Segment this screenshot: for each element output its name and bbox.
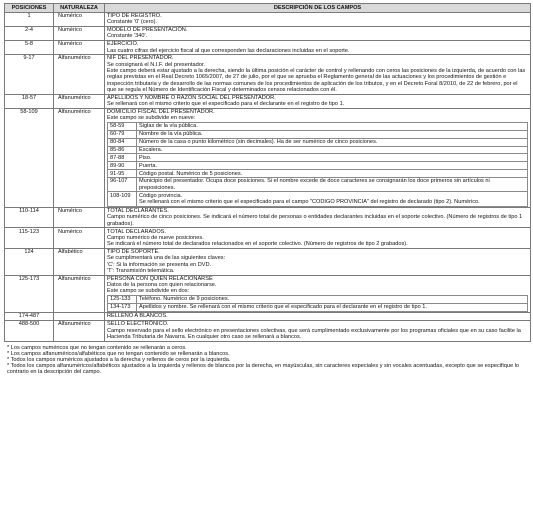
field-position: 125-173 (5, 275, 54, 313)
field-description (105, 108, 531, 207)
subfield-position: 125-133 (108, 296, 137, 304)
field-title: RELLENO A BLANCOS. (107, 313, 168, 320)
subfield-description (137, 130, 528, 138)
subfield-position: 60-79 (108, 130, 137, 138)
field-position: 174-487 (5, 313, 54, 321)
table-row (5, 313, 531, 321)
field-type: Numérico (54, 207, 105, 227)
subfield-description (137, 296, 528, 304)
field-position: 115-123 (5, 228, 54, 248)
field-description-line: Este campo se subdivide en dos: (107, 288, 190, 295)
field-position: 2-4 (5, 26, 54, 40)
field-description (105, 207, 531, 227)
subfield-row (108, 192, 528, 206)
field-position: 1 (5, 12, 54, 26)
header-posiciones: POSICIONES (5, 4, 54, 13)
field-title: EJERCICIO. (107, 41, 139, 48)
field-description-line: Datos de la persona con quien relacionarse. (107, 282, 217, 289)
table-row (5, 40, 531, 54)
subfield-position: 134-173 (108, 303, 137, 311)
subfield-description (137, 192, 528, 206)
subfield-description-line: Piso. (139, 154, 152, 161)
field-description-line: Se cumplimentará una de las siguientes claves: (107, 255, 226, 262)
field-description-line: Se consignará el N.I.F. del presentador. (107, 61, 205, 68)
field-spec-table (4, 3, 531, 342)
field-title: TIPO DE SOPORTE. (107, 249, 160, 256)
field-position: 488-500 (5, 321, 54, 341)
field-description-line: Este campo deberá estar ajustado a la derecha, siendo la última posición el carácter de control y rellenando con ceros las posiciones de la izquierda, de acuerdo con las reglas previstas en el Real Decreto 1065/2007, de 27 de julio, por el que se aprueba el Reglamento general de las actuaciones y los procedimientos de gestión e inspección tributaria y de desarrollo de las normas comunes de los procedimientos de aplicación de los tributos, y en el Decreto Foral 8/2010, de 22 de febrero, por el que se regula el Número de Identificación Fiscal y determinados censos relacionados con él. (107, 68, 526, 93)
field-type: Numérico (54, 12, 105, 26)
field-position: 18-57 (5, 94, 54, 108)
field-description-line: Este campo se subdivide en nueve: (107, 115, 196, 122)
table-row (5, 108, 531, 207)
field-description (105, 26, 531, 40)
subfield-description (137, 162, 528, 170)
field-type: Numérico (54, 228, 105, 248)
subfield-row (108, 154, 528, 162)
subfield-row (108, 303, 528, 311)
table-header-row (5, 4, 531, 13)
field-type: Numérico (54, 26, 105, 40)
field-position: 5-8 (5, 40, 54, 54)
field-type (54, 313, 105, 321)
field-title: MODELO DE PRESENTACIÓN. (107, 27, 188, 34)
record-spec-document (4, 3, 530, 376)
subfield-description-line: Municipio del presentador. Ocupa doce posiciones. Si el nombre excede de doce caracteres se consignarán los doce primeros sin artículos ni preposiciones. (139, 178, 490, 191)
subfield-table (107, 295, 528, 312)
subfield-description-line: Siglas de la vía pública. (139, 123, 198, 130)
field-description (105, 55, 531, 94)
subfield-row (108, 178, 528, 192)
subfield-row (108, 130, 528, 138)
subfield-row (108, 162, 528, 170)
subfield-description-line: Puerta. (139, 162, 158, 169)
field-description-line: Constante '0' (cero). (107, 19, 158, 26)
subfield-row (108, 122, 528, 130)
field-position: 58-109 (5, 108, 54, 207)
field-description (105, 313, 531, 321)
subfield-position: 80-84 (108, 138, 137, 146)
header-naturaleza: NATURALEZA (54, 4, 105, 13)
subfield-description (137, 122, 528, 130)
field-description-line: Se rellenará con el mismo criterio que el especificado para el declarante en el registro de tipo 1. (107, 101, 345, 108)
field-description (105, 12, 531, 26)
subfield-description (137, 170, 528, 178)
field-description (105, 228, 531, 248)
field-description (105, 94, 531, 108)
field-title: TOTAL DECLARADOS. (107, 228, 166, 235)
field-position: 124 (5, 248, 54, 275)
field-description (105, 275, 531, 313)
field-type: Alfanumérico (54, 108, 105, 207)
table-row (5, 248, 531, 275)
subfield-description (137, 154, 528, 162)
table-body (5, 12, 531, 341)
header-descripcion: DESCRIPCIÓN DE LOS CAMPOS (105, 4, 531, 13)
field-type: Numérico (54, 40, 105, 54)
subfield-position: 91-95 (108, 170, 137, 178)
field-title: TIPO DE REGISTRO. (107, 12, 162, 19)
subfield-description-line: Código provincia. (139, 192, 183, 199)
field-description-line: Se indicará el número total de declarados relacionados en el soporte colectivo. (Número de registros de tipo 2 grabados). (107, 241, 408, 248)
field-type: Alfanumérico (54, 321, 105, 341)
subfield-description-line: Apellidos y nombre. Se rellenará con el mismo criterio que el especificado para el declarante en el registro de tipo 1. (139, 304, 427, 311)
field-title: NIF DEL PRESENTADOR. (107, 55, 174, 62)
table-row (5, 228, 531, 248)
subfield-position: 85-86 (108, 146, 137, 154)
subfield-row (108, 170, 528, 178)
field-description-line: Las cuatro cifras del ejercicio fiscal al que corresponden las declaraciones incluidas en el soporte. (107, 47, 350, 54)
table-row (5, 55, 531, 94)
subfield-description-line: Nombre de la vía pública. (139, 131, 203, 138)
subfield-table (107, 122, 528, 207)
subfield-description-line: Número de la casa o punto kilométrico (sin decimales). Ha de ser numérico de cinco posiciones. (139, 138, 378, 145)
field-title: SELLO ELECTRÓNICO. (107, 321, 169, 328)
field-title: APELLIDOS Y NOMBRE O RAZÓN SOCIAL DEL PRESENTADOR. (107, 94, 276, 101)
field-description-line: Campo reservado para el sello electrónico en presentaciones colectivas, que será cumplimentado exclusivamente por los programas oficiales que en su caso facilite la Hacienda Tributaria de Navarra. En cualquier otro caso se rellenará a blancos. (107, 327, 521, 340)
field-position: 110-114 (5, 207, 54, 227)
subfield-row (108, 146, 528, 154)
field-description-line: 'T': Transmisión telemática. (107, 267, 175, 274)
subfield-row (108, 296, 528, 304)
footnote: * Todos los campos alfanuméricos/alfabéticos ajustados a la izquierda y rellenos de blancos por la derecha, en mayúsculas, sin caracteres especiales y sin vocales acentuadas, excepto que se especifique lo contrario en la descripción del campo. (7, 363, 520, 376)
subfield-description-line: Código postal. Numérico de 5 posiciones. (139, 170, 243, 177)
subfield-position: 108-109 (108, 192, 137, 206)
footnote: * Los campos numéricos que no tengan contenido se rellenarán a ceros. (7, 344, 187, 351)
subfield-description-line: Teléfono. Numérico de 9 posiciones. (139, 296, 230, 303)
table-row (5, 275, 531, 313)
subfield-position: 96-107 (108, 178, 137, 192)
table-row (5, 12, 531, 26)
subfield-description (137, 146, 528, 154)
subfield-description (137, 138, 528, 146)
field-type: Alfanumérico (54, 94, 105, 108)
subfield-description (137, 178, 528, 192)
subfield-position: 87-88 (108, 154, 137, 162)
footnotes (4, 345, 530, 376)
field-description-line: Campo numérico de nueve posiciones. (107, 234, 204, 241)
footnote: * Todos los campos numéricos ajustados a la derecha y rellenos de ceros por la izquierda. (7, 356, 231, 363)
subfield-description-line: Se rellenará con el mismo criterio que el especificado para el campo "CODIGO PROVINCIA" del registro de declarado (tipo 2). Numérico. (139, 198, 480, 205)
field-title: DOMICILIO FISCAL DEL PRESENTADOR. (107, 109, 215, 116)
field-type: Alfabético (54, 248, 105, 275)
field-description (105, 40, 531, 54)
field-description-line: Constante '340'. (107, 33, 148, 40)
field-position: 9-17 (5, 55, 54, 94)
field-title: PERSONA CON QUIEN RELACIONARSE (107, 275, 213, 282)
subfield-position: 58-59 (108, 122, 137, 130)
field-title: TOTAL DECLARANTES. (107, 208, 169, 215)
table-row (5, 207, 531, 227)
subfield-position: 89-90 (108, 162, 137, 170)
field-description (105, 321, 531, 341)
footnote: * Los campos alfanuméricos/alfabéticos que no tengan contenido se rellenarán a blancos. (7, 350, 230, 357)
field-description (105, 248, 531, 275)
table-row (5, 26, 531, 40)
field-type: Alfanumérico (54, 55, 105, 94)
field-type: Alfanumérico (54, 275, 105, 313)
field-description-line: 'C': Si la información se presenta en DVD. (107, 261, 212, 268)
subfield-row (108, 138, 528, 146)
table-row (5, 94, 531, 108)
subfield-description-line: Escalera. (139, 146, 163, 153)
table-row (5, 321, 531, 341)
subfield-description (137, 303, 528, 311)
field-description-line: Campo numérico de cinco posiciones. Se indicará el número total de personas o entidades declarantes incluidas en el soporte colectivo. (Número de registros de tipo 1 grabados). (107, 214, 523, 227)
